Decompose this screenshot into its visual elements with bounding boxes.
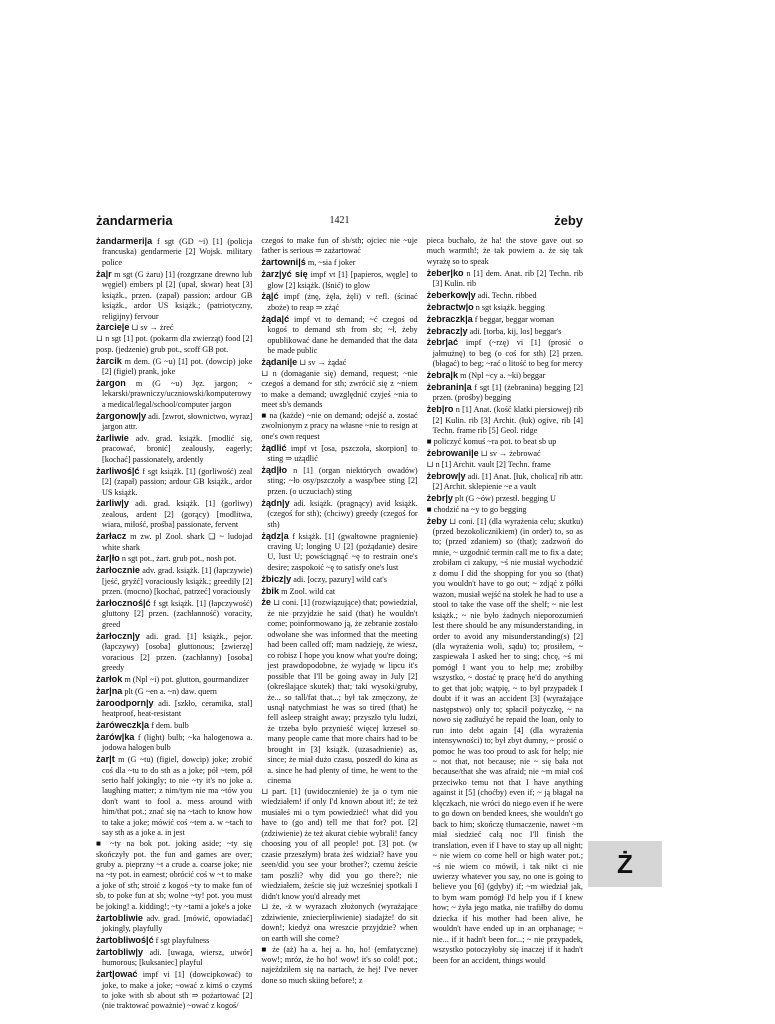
entry-headword: żar|t bbox=[96, 754, 115, 765]
dictionary-entry bbox=[261, 902, 417, 944]
entry-definition: n [1] Anat. (kość klatki piersiowej) rib [2] Kulin. rib [3] Archit. (łuk) ogive, rib [4] Techn. frame rib [5] Geol. ridge bbox=[432, 405, 583, 436]
entry-headword: żandarmeri|a bbox=[96, 236, 153, 246]
dictionary-entry bbox=[427, 236, 583, 267]
entry-definition: m, ~sia f joker bbox=[307, 258, 356, 268]
entry-headword: żebr|ać bbox=[426, 337, 459, 348]
entry-definition: f dem. bulb bbox=[151, 720, 189, 730]
entry-definition: f książk. [1] (gwałtowne pragnienie) craving U; longing U [2] (pożądanie) desire U, lust U; powściągnąć ~ę to restrain one's desire; zaspokoić ~ę to satisfy one's lust bbox=[267, 531, 418, 572]
dictionary-entry bbox=[96, 433, 252, 465]
dictionary-entry bbox=[427, 326, 583, 337]
entry-headword: żądz|a bbox=[261, 530, 289, 541]
entry-headword: żarliw|y bbox=[96, 498, 129, 509]
entry-definition: ⊔ sv → żreć bbox=[131, 323, 174, 333]
dictionary-entry bbox=[261, 787, 417, 902]
entry-definition: adi. książk. (pragnący) avid książk. (czegoś for sth); (chciwy) greedy (czegoś for sth) bbox=[267, 498, 418, 529]
entry-headword: żebracz|y bbox=[426, 325, 468, 336]
entry-headword: że bbox=[261, 597, 271, 608]
entry-headword: żarliwie bbox=[96, 432, 129, 443]
entry-headword: żądn|y bbox=[261, 497, 290, 508]
dictionary-entry bbox=[427, 471, 583, 493]
entry-definition: adi. [uwaga, wiersz, utwór] humorous; [kuksaniec] playful bbox=[102, 947, 253, 968]
dictionary-entry bbox=[96, 686, 252, 697]
entry-headword: żarcik bbox=[96, 355, 122, 366]
dictionary-entry bbox=[427, 516, 583, 966]
dictionary-entry bbox=[261, 291, 417, 313]
entry-definition: adi. [oczy, pazury] wild cat's bbox=[293, 574, 387, 584]
entry-headword: żargonow|y bbox=[96, 410, 147, 421]
entry-definition: n [1] dem. Anat. rib [2] Techn. rib [3] Kulin. rib bbox=[432, 268, 583, 289]
dictionary-entry bbox=[261, 369, 417, 411]
dictionary-entry bbox=[96, 334, 252, 355]
column-left bbox=[96, 236, 252, 1012]
dictionary-entry bbox=[96, 466, 252, 498]
entry-definition: adi. grad. [1] książk., pejor. (łapczywy) [osoba] gluttonous; [zwierzę] voracious [2] przen. (zachłanny) [osoba] greedy bbox=[102, 631, 253, 673]
entry-definition: ⊔ part. [1] (uwidocznienie) że ja o tym nie wiedziałem! if only I'd known about it!; że też musiałeś mi o tym powiedzieć! what did you have to (go and) tell me that for? pot. [2] (zdziwienie) że też akurat ciebie wybrali! fancy choosing you of all people! pot. [3] pot. (w czasie przeszłym) brata żeś widział? have you seen/did you see your brother?; czemu żeście tam poszli? why did you go there?; nie wiedziałem, żeście się już wcześniej spotkali I didn't know you'd already met bbox=[261, 786, 418, 901]
entry-definition: ■ policzyć komuś ~ra pot. to beat sb up bbox=[426, 437, 557, 447]
entry-headword: żebranin|a bbox=[426, 382, 472, 393]
entry-definition: ■ ~ty na bok pot. joking aside; ~ty się skończyły pot. the fun and games are over; gruby a. pieprzny ~t a crude a. coarse joke; nie na ~ty pot. in earnest; obrócić coś w ~t to make a joke of sth; stroić z kogoś ~ty to make fun of sb, to poke fun at sb; wolne ~ty! pot. you must be joking! a. kidding!; ~ty ~tami a joke's a joke bbox=[96, 839, 253, 911]
entry-definition: f sgt książk. [1] (gorliwość) zeal [2] (zapał) passion; ardour GB książk., ardor US książk. bbox=[102, 466, 253, 497]
entry-headword: żarłacz bbox=[96, 531, 127, 542]
dictionary-entry bbox=[96, 322, 252, 333]
dictionary-entry bbox=[96, 269, 252, 322]
entry-headword: żartowni|ś bbox=[261, 257, 306, 268]
entry-definition: pieca buchało, że ha! the stove gave out so much warmth!; że tak powiem a. że się tak wyrażę so to speak bbox=[426, 236, 583, 266]
dictionary-entry bbox=[427, 290, 583, 301]
dictionary-entry bbox=[96, 754, 252, 839]
entry-headword: żarz|yć się bbox=[261, 269, 308, 280]
entry-definition: ⊔ n [1] Archit. vault [2] Techn. frame bbox=[426, 459, 551, 469]
entry-definition: ⊔ sv → żebrować bbox=[480, 448, 541, 458]
entry-definition: ⊔ n (domaganie się) demand, request; ~nie czegoś a demand for sth; zwrócić się z ~niem to make a demand; uwzględnić czyjeś ~nia to meet sb's demands bbox=[261, 368, 418, 410]
entry-definition: adi. [torba, kij, los] beggar's bbox=[469, 326, 562, 336]
dictionary-entry bbox=[96, 947, 252, 969]
entry-definition: f sgt [1] (żebranina) begging [2] przen. (prośby) begging bbox=[432, 383, 583, 403]
column-right bbox=[427, 236, 583, 1012]
entry-definition: m Zool. wild cat bbox=[281, 586, 336, 596]
entry-headword: żebraczk|a bbox=[426, 313, 473, 324]
dictionary-entry bbox=[96, 698, 252, 720]
entry-definition: impf (żnę, żęła, żęli) v refl. (ścinać zboże) to reap ⇒ zżąć bbox=[267, 292, 418, 312]
entry-headword: żarłok bbox=[96, 673, 123, 684]
column-middle bbox=[261, 236, 417, 1012]
dictionary-entry bbox=[261, 945, 417, 987]
entry-definition: impf vi [1] (dowcipkować) to joke, to make a joke; ~ować z kimś o czymś to joke with sb about sth ⇒ pożartować [2] (nie traktować poważnie) ~ować z kogoś/ bbox=[102, 970, 253, 1011]
dictionary-entry bbox=[261, 586, 417, 597]
dictionary-entry bbox=[261, 531, 417, 574]
entry-definition: ⊔ coni. [1] (rozwiązujące) that; powiedział, że nie przyjdzie he said (that) he wouldn't come; poinformowano ją, że zebranie zostało odwołane she was informed that the meeting had been called off; mam nadzieję, że wiesz, co robisz I hope you know what you're doing; jest prawdopodobne, że wyjadę w lipcu it's possible that I'll be going away in July [2] (określające skutek) that; taki wysoki/gruby, że... so tall/fat that...; był tak zmęczony, że usnął natychmiast he was so tired (that) he fell asleep straight away; przyszło tylu ludzi, że trzeba było przynieść więcej krzeseł so many people came that more chairs had to be brought in [3] książk. (uzasadnienie) as, since; że miał dużo czasu, poszedł do kina as a. since he had plenty of time, he went to the cinema bbox=[267, 598, 418, 786]
dictionary-entry bbox=[427, 493, 583, 504]
entry-headword: żeby bbox=[426, 515, 447, 526]
entry-definition: plt (G ~ów) przestł. begging U bbox=[455, 493, 556, 503]
entry-headword: żar|ło bbox=[96, 553, 120, 564]
dictionary-entry bbox=[96, 553, 252, 564]
entry-headword: żebractw|o bbox=[426, 301, 474, 312]
entry-headword: żeber|ko bbox=[426, 267, 464, 278]
entry-definition: ■ że (aż) ha a. hej a. ho, ho! (emfatyczne) wow!; mróz, że ho ho! wow! it's so cold! pot.; najeździłem się na nartach, że hej! I've never done so much skiing before!; z bbox=[261, 944, 418, 985]
entry-headword: żarłocznoś|ć bbox=[96, 598, 151, 609]
dictionary-entry bbox=[96, 565, 252, 597]
entry-definition: m (G ~tu) (figiel, dowcip) joke; zrobić coś dla ~tu to do sth as a joke; pół ~tem, pół serio half jokingly; to nie ~ty it's no joke a. laughing matter; z nim/tym nie ma ~tów you don't want to fool a. mess around with him/that pot.; znać się na ~tach to know how to take a joke; mówić coś ~tem a. w ~tach to say sth as a joke a. in jest bbox=[102, 755, 253, 838]
entry-headword: żarów|ka bbox=[96, 731, 135, 742]
dictionary-entry bbox=[427, 404, 583, 436]
entry-definition: m sgt (G żaru) [1] (rozgrzane drewno lub węgiel) embers pl [2] (upał, skwar) heat [3] książk., przen. (zapał) passion; ardour GB książk., ardor US książk.; (patriotyczny, religijny) fervour bbox=[102, 269, 253, 321]
dictionary-entry bbox=[96, 236, 252, 268]
right-guideword: żeby bbox=[554, 213, 583, 228]
entry-headword: żądlić bbox=[261, 442, 287, 453]
entry-definition: impf vt [osa, pszczoła, skorpion] to sting ⇒ użądlić bbox=[267, 443, 418, 464]
entry-headword: żarłoczn|y bbox=[96, 630, 140, 641]
entry-definition: ■ chodzić na ~y to go begging bbox=[426, 504, 527, 514]
dictionary-entry bbox=[96, 378, 252, 410]
entry-definition: czegoś to make fun of sb/sth; ojciec nie ~uje father is serious ⇒ zażartować bbox=[261, 236, 418, 256]
dictionary-entry bbox=[96, 356, 252, 378]
dictionary-entry bbox=[261, 411, 417, 442]
entry-headword: żargon bbox=[96, 377, 126, 388]
dictionary-entry bbox=[96, 631, 252, 674]
dictionary-entry bbox=[427, 460, 583, 470]
entry-definition: adi. Techn. ribbed bbox=[477, 291, 537, 301]
entry-headword: żar|na bbox=[96, 685, 123, 696]
entry-definition: m dem. (G ~u) [1] pot. (dowcip) joke [2] (figiel) prank, joke bbox=[102, 356, 253, 376]
entry-headword: żart|ować bbox=[96, 969, 138, 980]
entry-headword: żartobliwie bbox=[96, 912, 143, 923]
dictionary-entry bbox=[261, 574, 417, 585]
entry-definition: f sgt (GD ~i) [1] (policja francuska) gendarmerie [2] Wojsk. military police bbox=[102, 237, 253, 267]
running-head bbox=[96, 213, 583, 229]
entry-definition: f beggar, beggar woman bbox=[474, 314, 554, 324]
dictionary-entry bbox=[261, 269, 417, 291]
entry-headword: żartobliwoś|ć bbox=[96, 934, 154, 945]
entry-definition: adi. grad. książk. [1] (gorliwy) zealous, ardent [2] (gorący) [modlitwa, wiara, miłość, prośba] passionate, fervent bbox=[102, 499, 253, 530]
entry-headword: żeb|ro bbox=[426, 404, 454, 415]
thumb-index-letter: Ż bbox=[617, 848, 633, 879]
dictionary-entry bbox=[427, 337, 583, 369]
entry-definition: f sgt książk. [1] (łapczywość) gluttony [2] przen. (zachłanność) voracity, greed bbox=[102, 599, 253, 629]
entry-definition: f (light) bulb; ~ka halogenowa a. jodowa halogen bulb bbox=[102, 732, 253, 753]
entry-definition: adi. [zwrot, słownictwo, wyraz] jargon attr. bbox=[102, 411, 253, 432]
dictionary-entry bbox=[261, 257, 417, 268]
entry-headword: żartobliw|y bbox=[96, 946, 144, 957]
page-number: 1421 bbox=[329, 215, 350, 226]
entry-headword: żebra|k bbox=[426, 370, 459, 381]
left-guideword: żandarmeria bbox=[96, 213, 173, 228]
dictionary-entry bbox=[96, 531, 252, 553]
entry-headword: żbicz|y bbox=[261, 573, 292, 584]
entry-headword: żbik bbox=[261, 585, 280, 596]
dictionary-entry bbox=[96, 839, 252, 912]
entry-definition: impf vt to demand; ~ć czegoś od kogoś to demand sth from sb; ~ł, żeby opublikować dane he demanded that the data be made public bbox=[267, 314, 418, 356]
entry-definition: ⊔ n sgt [1] pot. (pokarm dla zwierząt) food [2] posp. (jedzenie) grub pot., scoff GB pot. bbox=[96, 334, 253, 354]
entry-definition: impf (~rzę) vi [1] (prosić o jałmużnę) to beg (o coś for sth) [2] przen. (błagać) to beg; ~rać o litość to beg for mercy bbox=[432, 338, 583, 369]
entry-headword: żaroodporn|y bbox=[96, 697, 154, 708]
entry-definition: m (Npl ~cy a. ~ki) beggar bbox=[460, 371, 546, 381]
dictionary-entry bbox=[261, 443, 417, 465]
entry-definition: m (G ~u) Jęz. jargon; ~ lekarski/prawniczy/uczniowski/komputerowy a medical/legal/school/computer jargon bbox=[102, 378, 253, 409]
dictionary-entry bbox=[427, 382, 583, 404]
dictionary-entry bbox=[96, 732, 252, 754]
dictionary-entry bbox=[261, 498, 417, 530]
dictionary-entry bbox=[427, 448, 583, 459]
dictionary-entry bbox=[96, 598, 252, 630]
dictionary-entry bbox=[261, 236, 417, 257]
entry-definition: n sgt książk. begging bbox=[475, 302, 545, 312]
dictionary-entry bbox=[96, 674, 252, 685]
dictionary-entry bbox=[261, 314, 417, 357]
entry-definition: m zw. pl Zool. shark ❑ ~ ludojad white shark bbox=[102, 532, 253, 552]
entry-definition: plt (G ~en a. ~n) daw. quern bbox=[124, 686, 217, 696]
dictionary-entry bbox=[261, 357, 417, 368]
entry-definition: n [1] (organ niektórych owadów) sting; ~ło osy/pszczoły a wasp/bee sting [2] przen. (o uczuciach) sting bbox=[267, 466, 418, 496]
dictionary-entry bbox=[96, 969, 252, 1012]
entry-definition: m (Npl ~i) pot. glutton, gourmandizer bbox=[124, 674, 249, 684]
dictionary-entry bbox=[96, 720, 252, 731]
entry-definition: ⊔ że, -ż w wyrazach złożonych (wyrażające zdziwienie, zniecierpliwienie) siadajże! do sit down!; kiedyż ona wreszcie przyjdzie? when on earth will she come? bbox=[261, 902, 418, 943]
entry-headword: żąd|ło bbox=[261, 465, 288, 476]
dictionary-entry bbox=[261, 597, 417, 786]
entry-headword: żarcie|e bbox=[96, 322, 130, 333]
entry-definition: adv. grad. książk. [modlić się, pracować, bronić] zealously, eagerly; [kochać] passionately, ardently bbox=[102, 433, 253, 464]
entry-headword: żą|ć bbox=[261, 291, 279, 302]
entry-headword: żaróweczk|a bbox=[96, 719, 150, 730]
dictionary-entry bbox=[427, 268, 583, 290]
entry-headword: żebrowani|e bbox=[426, 447, 479, 458]
dictionary-entry bbox=[96, 411, 252, 433]
entry-headword: żądani|e bbox=[261, 356, 298, 367]
dictionary-entry bbox=[427, 370, 583, 381]
entry-headword: żarliwoś|ć bbox=[96, 465, 140, 476]
entry-headword: żebr|y bbox=[426, 492, 453, 503]
entry-definition: adi. [1] Anat. [łuk, cholica] rib attr. [2] Archit. sklepienie ~e a vault bbox=[432, 471, 583, 492]
entry-definition: ⊔ sv → żądać bbox=[299, 357, 347, 367]
dictionary-entry bbox=[427, 505, 583, 515]
dictionary-entry bbox=[427, 437, 583, 447]
entry-definition: n sgt pot., żart. grub pot., nosh pot. bbox=[121, 554, 237, 564]
entry-definition: adv. grad. [mówić, opowiadać] jokingly, playfully bbox=[102, 913, 253, 934]
entry-definition: impf vt [1] [papieros, węgle] to glow [2] książk. (lśnić) to glow bbox=[267, 270, 418, 290]
entry-definition: ⊔ coni. [1] (dla wyrażenia celu; skutku) (przed bezokolicznikiem) (in order) to, so as to; (przed zdaniem) so (that); zadzwoń do mnie, ~ uzgodnić termin call me to fix a date; zrobiłam ci zakupy, ~ś nie musiał wychodzić z domu I did the shopping for you so (that) you wouldn't have to go out; ~ zdjąć z półki wazon, musiał wejść na stołek he had to use a stool to take the vase off the shelf; ~ nie lest książk.; ~ nie było żadnych nieporozumień lest there should be any misunderstanding, in order to avoid any misunderstanding(s) [2] (dla wyrażenia woli, sądu) to; prosiłem, ~ zaspiewała I asked her to sing; chcę, ~ś mi pomógł I want you to help me; zrobiłby wszystko, ~ dostać tę pracę he'd do anything to get that job; wątpię, ~ to był przypadek I doubt if it was an accident [3] (wyrażające następstwo) only to; spłacił pożyczkę, ~ na nowo się zadłużyć he repaid the loan, only to run into debt again [4] (dla wyrażenia intensywności) to; był zbyt dumny, ~ prosić o pomoc he was too proud to ask for help; nie ~ not that, not because; nie ~ się bała not because/that she was afraid; nie ~m miał coś przeciwko temu not that I have anything against it [5] (choćby) even if; ~ ją błagał na klęczkach, nie wróci do niego even if he were to go down on bended knees, she wouldn't go back to him; skończę tłumaczenie, nawet ~m miał siedzieć całą noc I'll finish the translation, even if I have to stay up all night; ~ nie wiem co come hell or high water pot.; ~ś nie wiem co mówił, i tak nikt ci nie uwierzy whatever you say, no one is going to believe you [6] (gdyby) if; ~m wiedział jak, to bym wam pomógł I'd help you if I knew how; ~ żyła jego matka, nie trafiłby do domu dziecka if his mother had been alive, he wouldn't have ended up in an orphanage; ~ nie... if it hadn't been for...; ~ nie przypadek, wszystko potoczyłoby się inaczej if it hadn't been for an accident, things would bbox=[432, 516, 583, 965]
entry-headword: żeberkow|y bbox=[426, 290, 476, 301]
entry-definition: ■ na (każde) ~nie on demand; odejść a. zostać zwolnionym z pracy na własne ~nie to resign at one's own request bbox=[261, 410, 418, 441]
entry-definition: f sgt playfulness bbox=[155, 935, 210, 945]
dictionary-entry bbox=[96, 498, 252, 530]
dictionary-entry bbox=[261, 465, 417, 497]
thumb-index-tab bbox=[588, 841, 662, 887]
dictionary-columns bbox=[96, 236, 583, 1012]
dictionary-entry bbox=[427, 302, 583, 313]
dictionary-entry bbox=[427, 314, 583, 325]
dictionary-entry bbox=[96, 935, 252, 946]
entry-definition: adi. [szkło, ceramika, stal] heatproof, heat-resistant bbox=[102, 698, 253, 719]
entry-headword: żebrow|y bbox=[426, 470, 466, 481]
entry-headword: ża|r bbox=[96, 268, 112, 279]
entry-definition: adv. grad. książk. [1] (łapczywie) [jeść, gryźć] voraciously książk.; greedily [2] przen. (mocno) [kochać, patrzeć] voraciously bbox=[102, 566, 253, 597]
entry-headword: żąda|ć bbox=[261, 313, 290, 324]
dictionary-entry bbox=[96, 913, 252, 935]
entry-headword: żarłocznie bbox=[96, 565, 140, 576]
